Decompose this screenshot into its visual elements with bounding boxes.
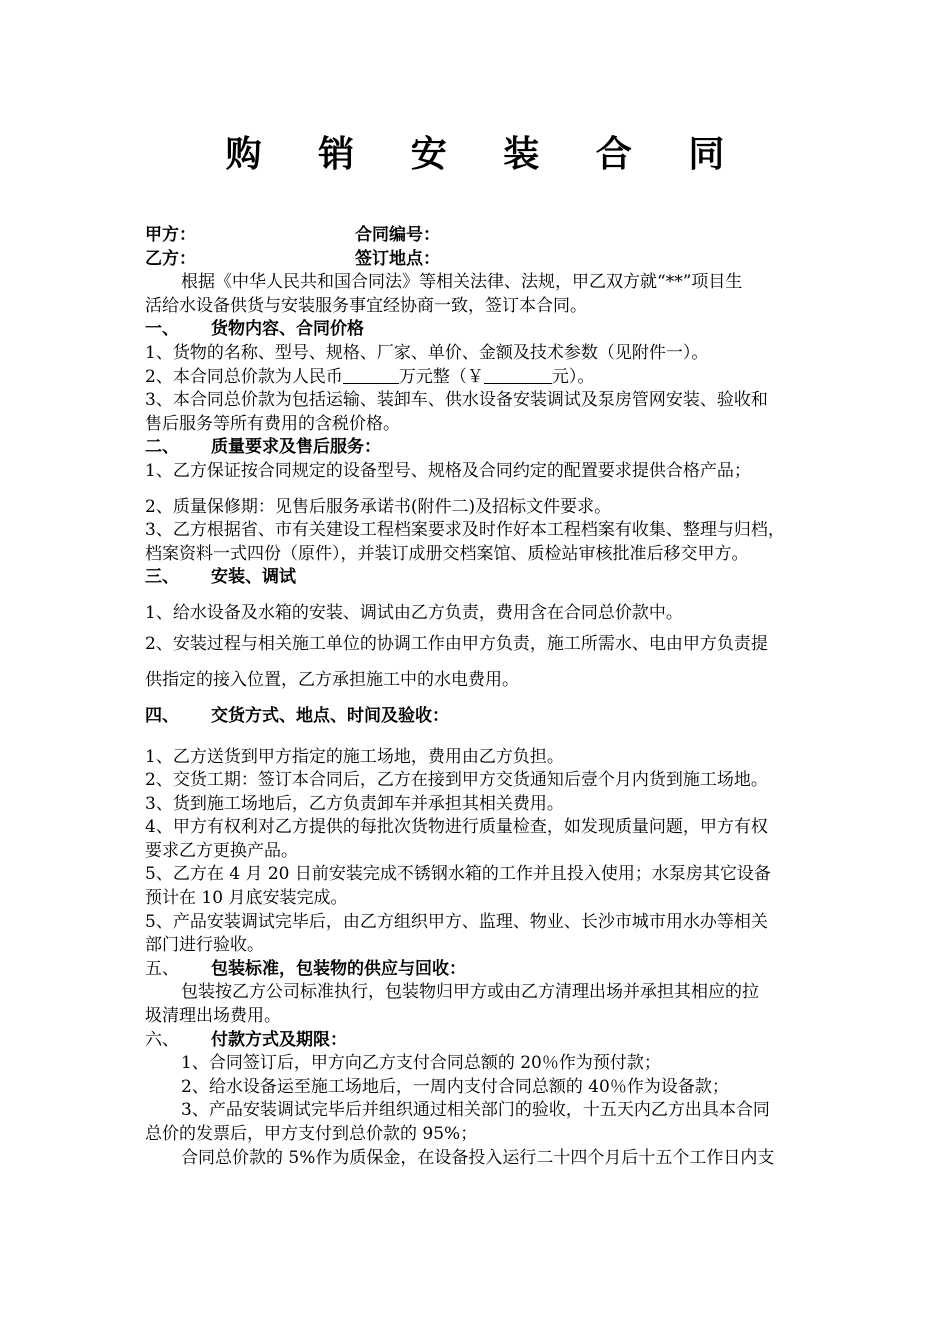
document-body	[145, 224, 857, 1170]
clause: 3、本合同总价款为包括运输、装卸车、供水设备安装调试及泵房管网安装、验收和	[145, 390, 768, 411]
section-title: 交货方式、地点、时间及验收：	[211, 705, 449, 726]
section-title: 包装标准，包装物的供应与回收：	[211, 958, 466, 979]
section-heading	[145, 958, 857, 982]
section-heading	[145, 436, 857, 460]
clause: 2、给水设备运至施工场地后，一周内支付合同总额的 40％作为设备款；	[181, 1076, 729, 1097]
clause: 1、合同签订后，甲方向乙方支付合同总额的 20％作为预付款；	[181, 1053, 661, 1074]
section-title: 货物内容、合同价格	[211, 319, 364, 340]
party-a-row	[145, 224, 857, 248]
party-b-row	[145, 248, 857, 272]
clause: 部门进行验收。	[145, 935, 264, 956]
clause: 包装按乙方公司标准执行，包装物归甲方或由乙方清理出场并承担其相应的拉	[181, 982, 759, 1003]
clause: 1、给水设备及水箱的安装、调试由乙方负责，费用含在合同总价款中。	[145, 602, 683, 623]
section-number: 四、	[145, 705, 179, 726]
section-number: 六、	[145, 1029, 179, 1050]
intro-line: 活给水设备供货与安装服务事宜经协商一致，签订本合同。	[145, 295, 587, 316]
intro-line: 根据《中华人民共和国合同法》等相关法律、法规，甲乙双方就“**”项目生	[181, 272, 743, 293]
section-heading	[145, 566, 857, 590]
clause: 5、产品安装调试完毕后，由乙方组织甲方、监理、物业、长沙市城市用水办等相关	[145, 911, 768, 932]
sign-place-label: 签订地点：	[355, 248, 440, 269]
clause: 1、货物的名称、型号、规格、厂家、单价、金额及技术参数（见附件一）。	[145, 342, 709, 363]
clause: 总价的发票后，甲方支付到总价款的 95%；	[145, 1124, 478, 1144]
clause: 1、乙方送货到甲方指定的施工场地，费用由乙方负担。	[145, 746, 564, 767]
party-b-label: 乙方：	[145, 248, 196, 269]
clause: 要求乙方更换产品。	[145, 840, 298, 861]
section-number: 五、	[145, 958, 179, 979]
contract-no-label: 合同编号：	[355, 225, 440, 245]
clause: 预计在 10 月底安装完成。	[145, 888, 348, 909]
clause: 3、产品安装调试完毕后并组织通过相关部门的验收，十五天内乙方出具本合同	[181, 1100, 770, 1121]
clause: 2、质量保修期：见售后服务承诺书(附件二)及招标文件要求。	[145, 496, 612, 517]
price-blank-yuan	[484, 369, 552, 384]
clause-text: 2、本合同总价款为人民币	[145, 366, 343, 387]
party-a-label: 甲方：	[145, 225, 196, 245]
clause: 3、乙方根据省、市有关建设工程档案要求及时作好本工程档案有收集、整理与归档，	[145, 520, 785, 541]
section-heading	[145, 318, 857, 342]
clause: 档案资料一式四份（原件），并装订成册交档案馆、质检站审核批准后移交甲方。	[145, 543, 749, 564]
clause-text: 元）。	[551, 366, 595, 387]
clause: 5、乙方在 4 月 20 日前安装完成不锈钢水箱的工作并且投入使用；水泵房其它设备	[145, 864, 771, 885]
clause-text: 万元整（￥	[398, 366, 484, 387]
clause: 2、交货工期：签订本合同后，乙方在接到甲方交货通知后壹个月内货到施工场地。	[145, 770, 768, 791]
section-title: 质量要求及售后服务：	[211, 437, 381, 458]
clause: 4、甲方有权利对乙方提供的每批次货物进行质量检查，如发现质量问题，甲方有权	[145, 817, 768, 838]
section-number: 三、	[145, 567, 179, 588]
clause: 1、乙方保证按合同规定的设备型号、规格及合同约定的配置要求提供合格产品；	[145, 460, 751, 481]
section-title: 付款方式及期限：	[211, 1029, 347, 1050]
clause: 圾清理出场费用。	[145, 1006, 281, 1027]
section-heading	[145, 1029, 857, 1053]
price-blank-wan	[343, 369, 399, 384]
clause: 售后服务等所有费用的含税价格。	[145, 413, 400, 434]
section-title: 安装、调试	[211, 567, 296, 588]
section-number: 二、	[145, 437, 179, 458]
section-heading	[145, 698, 857, 734]
section-number: 一、	[145, 319, 179, 340]
clause: 供指定的接入位置，乙方承担施工中的水电费用。	[145, 669, 519, 690]
clause-price	[145, 366, 857, 390]
clause: 合同总价款的 5%作为质保金，在设备投入运行二十四个月后十五个工作日内支	[181, 1147, 775, 1168]
clause: 3、货到施工场地后，乙方负责卸车并承担其相关费用。	[145, 793, 564, 814]
clause: 2、安装过程与相关施工单位的协调工作由甲方负责，施工所需水、电由甲方负责提	[145, 633, 768, 654]
document-title: 购 销 安 装 合 同	[225, 134, 747, 175]
